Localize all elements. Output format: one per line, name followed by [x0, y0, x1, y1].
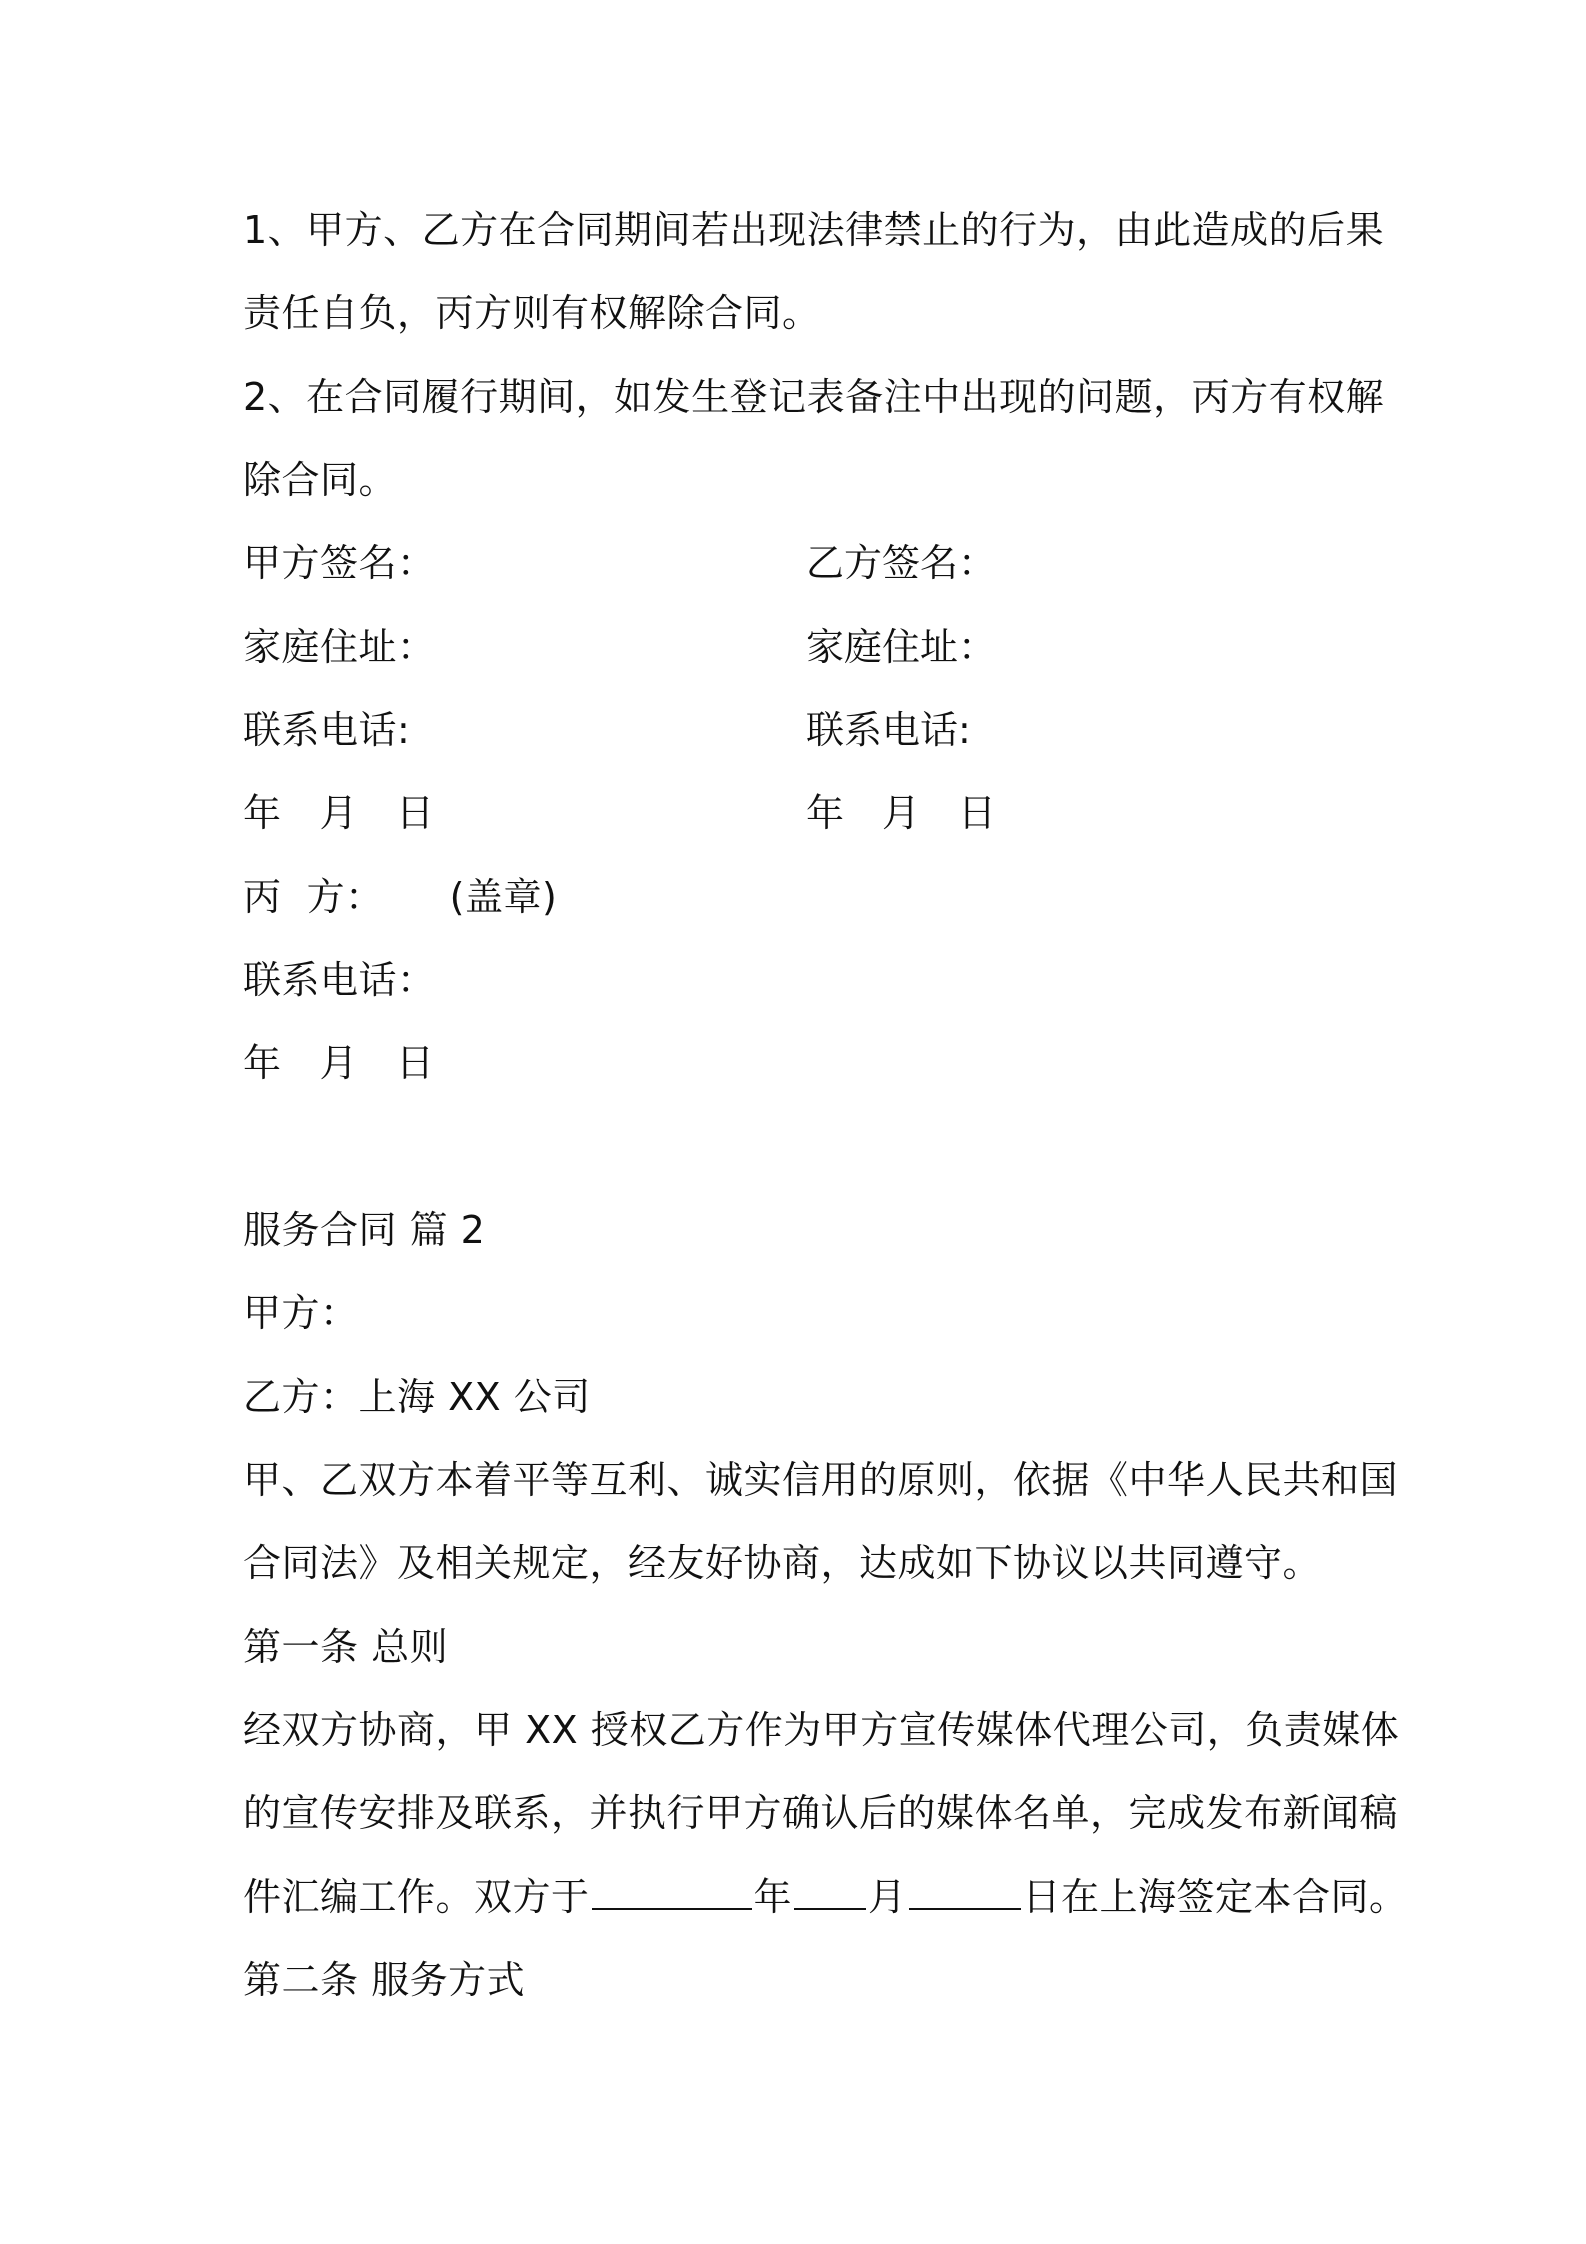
clause-1-line-2: 责任自负，丙方则有权解除合同。 — [243, 291, 821, 335]
party-b-date — [806, 788, 996, 838]
party-a-address-label: 家庭住址： — [243, 625, 436, 669]
day-label: 日 — [396, 791, 435, 835]
month-label: 月 — [882, 791, 921, 835]
article-1-line-3-year: 年 — [753, 1875, 793, 1919]
day-label: 日 — [396, 1041, 435, 1085]
clause-2-line-2: 除合同。 — [243, 458, 398, 502]
contract-2-intro-line-1: 甲、乙双方本着平等互利、诚实信用的原则，依据《中华人民共和国 — [243, 1458, 1399, 1502]
day-blank — [909, 1874, 1021, 1910]
article-1-line-1: 经双方协商，甲 XX 授权乙方作为甲方宣传媒体代理公司，负责媒体 — [243, 1708, 1400, 1752]
article-1-line-2: 的宣传安排及联系，并执行甲方确认后的媒体名单，完成发布新闻稿 — [243, 1791, 1399, 1835]
day-label: 日 — [958, 791, 997, 835]
article-2-title: 第二条 服务方式 — [243, 1958, 526, 2002]
month-blank — [794, 1874, 866, 1910]
article-1-line-3-prefix: 件汇编工作。双方于 — [243, 1875, 590, 1919]
contract-2-intro-line-2: 合同法》及相关规定，经友好协商，达成如下协议以共同遵守。 — [243, 1541, 1322, 1585]
article-1-line-3-month: 月 — [868, 1875, 907, 1919]
article-1-line-3 — [243, 1872, 1408, 1922]
year-label: 年 — [243, 1041, 282, 1085]
party-b-address-label: 家庭住址： — [806, 625, 997, 669]
party-a-date — [243, 788, 435, 838]
month-label: 月 — [319, 791, 359, 835]
party-c-phone-label: 联系电话： — [243, 958, 436, 1002]
contract-2-party-a: 甲方： — [243, 1291, 359, 1335]
party-c-seal-line — [243, 872, 557, 922]
year-label: 年 — [806, 791, 845, 835]
seal-label: (盖章) — [449, 875, 558, 919]
clause-1-line-1: 1、甲方、乙方在合同期间若出现法律禁止的行为，由此造成的后果 — [243, 208, 1385, 252]
year-label: 年 — [243, 791, 282, 835]
month-label: 月 — [319, 1041, 359, 1085]
clause-2-line-1: 2、在合同履行期间，如发生登记表备注中出现的问题，丙方有权解 — [243, 375, 1385, 419]
contract-2-party-b: 乙方：上海 XX 公司 — [243, 1375, 591, 1419]
contract-2-heading: 服务合同 篇 2 — [243, 1208, 486, 1252]
article-1-title: 第一条 总则 — [243, 1625, 449, 1669]
article-1-line-3-suffix: 日在上海签定本合同。 — [1022, 1875, 1408, 1919]
party-c-label: 丙 方： — [243, 875, 384, 919]
party-b-phone-label: 联系电话: — [806, 708, 971, 752]
party-b-signature-label: 乙方签名： — [806, 541, 997, 585]
party-c-date — [243, 1038, 435, 1088]
year-blank — [592, 1874, 752, 1910]
party-a-phone-label: 联系电话: — [243, 708, 411, 752]
party-a-signature-label: 甲方签名： — [243, 541, 436, 585]
